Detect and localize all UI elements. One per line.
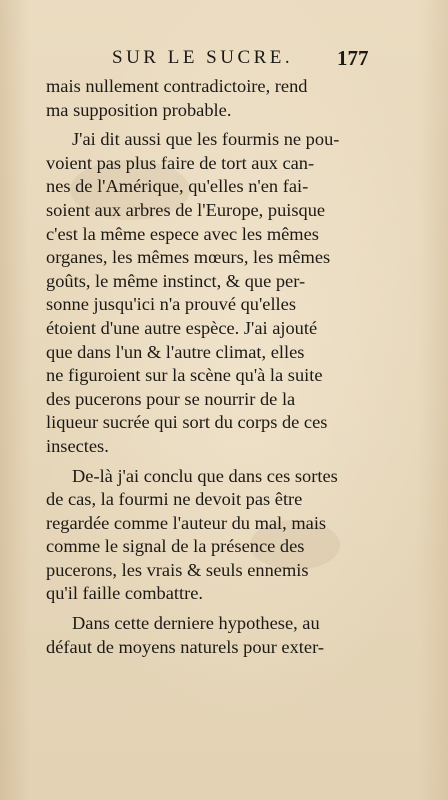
text-line: mais nullement contradictoire, rend xyxy=(46,76,308,96)
text-line: comme le signal de la présence des xyxy=(46,536,305,557)
text-line: c'est la même espece avec les mêmes xyxy=(46,223,319,244)
text-line: défaut de moyens naturels pour exter- xyxy=(46,636,324,657)
paragraph xyxy=(46,612,356,659)
text-line: étoient d'une autre espèce. J'ai ajouté xyxy=(46,317,318,338)
text-line: soient aux arbres de l'Europe, puisque xyxy=(46,199,326,220)
text-line: que dans l'un & l'autre climat, elles xyxy=(46,341,305,362)
text-line: J'ai dit aussi que les fourmis ne pou- xyxy=(72,129,340,150)
text-line: organes, les mêmes mœurs, les mêmes xyxy=(46,247,331,268)
body-text xyxy=(46,75,356,659)
text-line: des pucerons pour se nourrir de la xyxy=(46,388,296,409)
text-line: qu'il faille combattre. xyxy=(46,583,204,604)
text-line: liqueur sucrée qui sort du corps de ces xyxy=(46,412,328,433)
text-line: sonne jusqu'ici n'a prouvé qu'elles xyxy=(46,294,296,315)
text-line: ma supposition probable. xyxy=(46,99,232,120)
text-line: voient pas plus faire de tort aux can- xyxy=(46,152,315,173)
text-line: goûts, le même instinct, & que per- xyxy=(46,270,306,291)
paragraph xyxy=(46,128,356,458)
paragraph xyxy=(46,75,356,122)
text-line: pucerons, les vrais & seuls ennemis xyxy=(46,559,309,580)
text-line: nes de l'Amérique, qu'elles n'en fai- xyxy=(46,176,309,197)
text-line: insectes. xyxy=(46,435,109,456)
text-line: de cas, la fourmi ne devoit pas être xyxy=(46,489,303,510)
text-line: Dans cette derniere hypothese, au xyxy=(72,613,320,634)
paragraph xyxy=(46,465,356,607)
text-line: regardée comme l'auteur du mal, mais xyxy=(46,512,327,533)
text-line: De-là j'ai conclu que dans ces sortes xyxy=(72,465,338,486)
running-title: SUR LE SUCRE. xyxy=(112,47,294,68)
running-head xyxy=(0,43,448,73)
page-number: 177 xyxy=(337,46,369,70)
text-line: ne figuroient sur la scène qu'à la suite xyxy=(46,365,323,386)
